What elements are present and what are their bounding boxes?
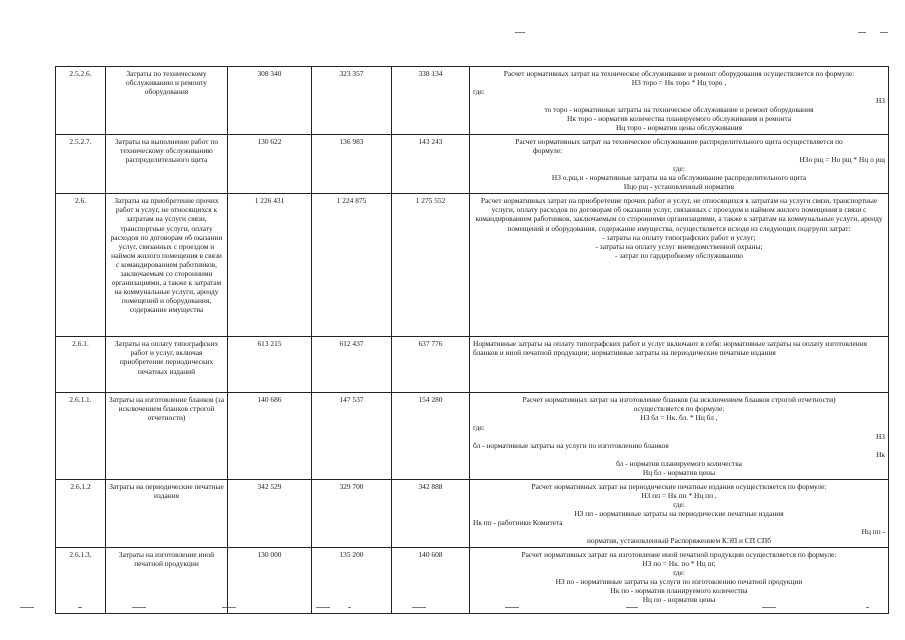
- description-line: НЗ пп - нормативные затраты на периодические печатные издания: [574, 508, 784, 518]
- scan-mark: [880, 32, 888, 33]
- row-number: 2.6.1.: [56, 337, 106, 393]
- row-number: 2.6.1.3.: [56, 547, 106, 613]
- value-year-1: 130 000: [228, 547, 312, 613]
- description-line: бл - нормативные затраты на услуги по изготовлению бланков: [473, 440, 669, 450]
- description-line: бл - норматив планируемого количества: [616, 458, 742, 468]
- row-number: 2.6.: [56, 194, 106, 337]
- value-year-2: 1 224 875: [312, 194, 392, 337]
- calculation-description: [470, 393, 889, 479]
- description-line: НЗ: [875, 96, 885, 106]
- description-line: Расчет нормативных затрат на изготовление бланков (за исключением бланков строгой отчетности): [522, 395, 836, 405]
- cost-item-name: Затраты по техническому обслуживанию и ремонту оборудования: [106, 67, 228, 135]
- description-line: Нормативные затраты на оплату типографских работ и услуг включают в себя: нормативные затраты на оплату изготовления бланков и иной печатной продукции; нормативные затраты на периодические печатные издания: [473, 339, 868, 358]
- scan-mark: [515, 32, 525, 33]
- calculation-description: [470, 67, 889, 135]
- value-year-1: 1 226 431: [228, 194, 312, 337]
- cost-norms-table: [55, 66, 889, 614]
- description-line: Нц по - норматив цены: [642, 595, 716, 605]
- table-row: [56, 194, 889, 337]
- row-number: 2.5.2.7.: [56, 135, 106, 194]
- description-line: Расчет нормативных затрат на приобретение прочих работ и услуг, не относящихся к затратам на услуги связи, транспортные услуги, оплату расходов по договорам об оказании услуг, связанных с проездом и наймом жилого помещения в связи с командированием работников, заключаемым со сторонними организациями, а также к затратам на коммунальные услуги, аренду помещений и оборудования, содержание имущества, осуществляется исходя из следующих подгрупп затрат:: [475, 196, 883, 233]
- calculation-description: [470, 135, 889, 194]
- description-line: Нц торо - норматив цены обслуживания: [615, 123, 743, 133]
- cost-item-name: Затраты на оплату типографских работ и услуг, включая приобретение периодических печатных изданий: [106, 337, 228, 393]
- row-number: 2.6.1.2: [56, 479, 106, 547]
- value-year-2: 323 357: [312, 67, 392, 135]
- cost-item-name: Затраты на изготовление бланков (за исключением бланков строгой отчетности): [106, 393, 228, 479]
- calculation-description: [470, 337, 889, 393]
- scan-mark: [858, 32, 866, 33]
- value-year-3: 342 888: [392, 479, 470, 547]
- description-line: то торо - нормативные затраты на техническое обслуживание и ремонт оборудования: [544, 105, 814, 115]
- cost-item-name: Затраты на выполнение работ по техническому обслуживанию распределительного щита: [106, 135, 228, 194]
- description-line: где:: [673, 499, 685, 509]
- value-year-2: 147 537: [312, 393, 392, 479]
- description-line: где:: [673, 164, 685, 174]
- table-row: [56, 135, 889, 194]
- cost-item-name: Затраты на изготовление иной печатной продукции: [106, 547, 228, 613]
- description-line: где:: [673, 567, 685, 577]
- value-year-3: 1 275 552: [392, 194, 470, 337]
- description-line: где:: [473, 422, 485, 432]
- value-year-1: 140 686: [228, 393, 312, 479]
- description-line: Нк: [876, 449, 885, 459]
- value-year-1: 342 529: [228, 479, 312, 547]
- value-year-3: 637 776: [392, 337, 470, 393]
- description-line: - затраты на оплату услуг вневедомственной охраны;: [595, 241, 763, 251]
- description-line: - затрат по гардеробному обслуживанию: [614, 250, 743, 260]
- table-row: [56, 67, 889, 135]
- description-line: Расчет нормативных затрат на техническое обслуживание распределительного щита осуществляется по: [515, 137, 843, 147]
- table-row: [56, 393, 889, 479]
- row-number: 2.5.2.6.: [56, 67, 106, 135]
- description-line: где:: [473, 87, 485, 97]
- value-year-1: 308 340: [228, 67, 312, 135]
- value-year-2: 135 200: [312, 547, 392, 613]
- description-line: норматив, установленный Распоряжением КЭП и СП СПб: [586, 535, 772, 545]
- description-line: Расчет нормативных затрат на периодические печатные издания осуществляется по формуле:: [531, 481, 827, 491]
- formula: НЗо рщ = Но рщ * Нц о рщ: [799, 155, 885, 165]
- scan-mark: [20, 607, 34, 608]
- value-year-2: 136 983: [312, 135, 392, 194]
- value-year-3: 140 608: [392, 547, 470, 613]
- value-year-2: 612 437: [312, 337, 392, 393]
- value-year-3: 338 134: [392, 67, 470, 135]
- description-line: НЗ о.рщ.н - нормативные затраты на на обслуживание распределительного щита: [551, 173, 807, 183]
- table-row: [56, 547, 889, 613]
- description-line: Нк пп - работники Комитета: [473, 517, 563, 527]
- value-year-3: 143 243: [392, 135, 470, 194]
- description-line: Нк торо - норматив количества планируемого обслуживания и ремонта: [567, 114, 791, 124]
- table-row: [56, 479, 889, 547]
- formula: НЗ пп = Нк пп * Нц пп ,: [641, 490, 717, 500]
- value-year-2: 329 700: [312, 479, 392, 547]
- cost-item-name: Затраты на приобретение прочих работ и услуг, не относящихся к затратам на услуги связи, транспортные услуги, оплату расходов по договорам об оказании услуг, связанных с проездом и наймом жилого помещения в связи с командированием работников, заключаемым со сторонними организациями, а также к затратам на коммунальные услуги, аренду помещений и оборудования, содержание имущества: [106, 194, 228, 337]
- formula: НЗ торо = Нк торо * Нц торо ,: [631, 78, 727, 88]
- value-year-1: 613 215: [228, 337, 312, 393]
- description-line: осуществляется по формуле:: [633, 404, 725, 414]
- cost-item-name: Затраты на периодические печатные издания: [106, 479, 228, 547]
- description-line: НЗ: [875, 431, 885, 441]
- description-line: Нк по - норматив планируемого количества: [610, 586, 748, 596]
- description-line: Нцо рщ - установленный норматив: [623, 182, 735, 192]
- calculation-description: [470, 194, 889, 337]
- row-number: 2.6.1.1.: [56, 393, 106, 479]
- description-line: Нц бл - норматив цены: [642, 467, 716, 477]
- description-line: НЗ по - нормативные затраты на услуги по изготовлению печатной продукции: [555, 577, 803, 586]
- description-line: Расчет нормативных затрат на техническое обслуживание и ремонт оборудования осуществляется по формуле:: [503, 69, 855, 78]
- value-year-1: 130 622: [228, 135, 312, 194]
- calculation-description: [470, 547, 889, 613]
- description-line: - затраты на оплату типографских работ и услуг;: [602, 232, 756, 242]
- description-line: Расчет нормативных затрат на изготовление иной печатной продукции осуществляется по формуле:: [521, 549, 837, 559]
- formula: НЗ бл = Нк. бл. * Нц бл ,: [640, 413, 718, 423]
- calculation-description: [470, 479, 889, 547]
- table-row: [56, 337, 889, 393]
- description-line: формуле:: [533, 146, 563, 156]
- value-year-3: 154 280: [392, 393, 470, 479]
- formula: НЗ по = Нк. по * Нц пг,: [642, 558, 716, 568]
- description-line: Нц пп -: [861, 526, 885, 536]
